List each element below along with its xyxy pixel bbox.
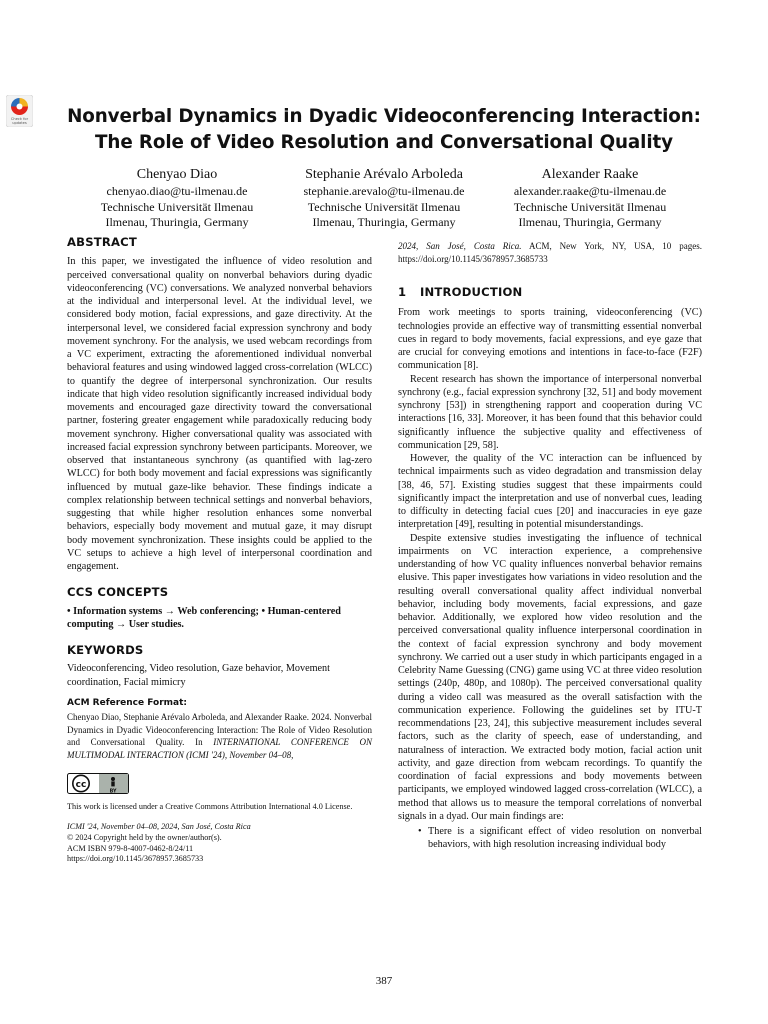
cc-label: cc [75, 780, 87, 791]
abstract-heading: ABSTRACT [67, 235, 137, 249]
copyright-line: © 2024 Copyright held by the owner/author(s). [67, 833, 222, 843]
by-label: BY [109, 789, 117, 795]
title-line: The Role of Video Resolution and Conversational Quality [95, 132, 673, 153]
list-item-text: There is a significant effect of video resolution on nonverbal behaviors, with high resolution increasing individual body [428, 826, 702, 851]
author-location: Ilmenau, Thuringia, Germany [105, 215, 249, 229]
cc-by-license-logo[interactable] [67, 773, 372, 798]
author-affiliation: Technische Universität Ilmenau [513, 199, 667, 214]
check-for-updates-icon [6, 95, 33, 127]
badge-line1: Check for [10, 117, 29, 121]
author-block [0, 166, 768, 230]
bullet-icon: • [418, 826, 422, 838]
conference-line: ICMI '24, November 04–08, 2024, San José, Costa Rica [67, 822, 251, 832]
acm-reference-venue: INTERNATIONAL CONFERENCE ON MULTIMODAL INTERACTION (ICMI '24), November 04–08, [67, 737, 372, 760]
check-for-updates-badge[interactable] [6, 95, 33, 127]
license-text: This work is licensed under a Creative Commons Attribution International 4.0 License. [67, 801, 353, 811]
acm-reference-continuation [398, 240, 702, 265]
findings-list [398, 825, 702, 852]
section-title: INTRODUCTION [420, 285, 523, 300]
acm-reference-heading: ACM Reference Format: [67, 697, 187, 708]
author-email[interactable]: chenyao.diao@tu-ilmenau.de [106, 184, 248, 198]
ccs-concepts [67, 605, 372, 632]
author-name: Alexander Raake [541, 167, 639, 182]
author-card [269, 166, 499, 231]
intro-paragraph: Despite extensive studies investigating the influence of technical impairments on VC interaction experience, a comprehensive understanding of how VC quality influences nonverbal behavior remains elusive. This paper investigates how variations in video resolution and the resulting overall conversational quality affect individual nonverbal behavior, including body movements, facial expressions, and gaze behavior. Additionally, we explored how video resolution and the perceived conversational quality influence interpersonal coordination in the context of facial expression synchrony and body movement synchrony. We carried out a user study in which participants engaged in a Celebrity Name Guessing (CNG) game using VC at three video resolution settings (240p, 480p, and 1080p). The perceived conversational quality during a video call was measured as the overall satisfaction with the communication experience. Following the guidelines set by ITU-T recommendations [23, 24], this subjective measurement includes several factors, such as the clarity of speech, ease of understanding, and naturalness of interaction. We extracted body motion, facial action unit activity, and gaze direction from webcam recordings. To quantify the coordination of facial expressions and body movements between participants, we employed windowed lagged cross-correlation (WLCC), a method that allows us to measure the temporal correlations of nonverbal signals in a dyad. Our main findings are: [398, 532, 702, 822]
introduction-heading [398, 286, 702, 299]
keywords-heading: KEYWORDS [67, 643, 144, 657]
doi-link[interactable]: https://doi.org/10.1145/3678957.3685733 [67, 854, 204, 864]
author-name: Chenyao Diao [136, 167, 218, 182]
list-item [418, 825, 702, 852]
ccs-heading: CCS CONCEPTS [67, 585, 169, 600]
intro-paragraph: However, the quality of the VC interaction can be influenced by technical impairments such as video degradation and transmission delay [38, 46, 57]. Existing studies suggest that these impairments could significantly impact the interpretation and use of nonverbal cues, leading to difficulty in detecting facial cues [20] and inaccuracies in eye gaze interpretation [49], resulting in potential misunderstandings. [398, 453, 702, 531]
acm-reference-rest: ACM, New York, NY, USA, 10 pages. https://doi.org/10.1145/3678957.3685733 [398, 241, 702, 264]
acm-reference-title: Nonverbal Dynamics in Dyadic Videoconferencing Interaction: The Role of Video Resolution and Conversational Quality. In [67, 712, 372, 748]
author-location: Ilmenau, Thuringia, Germany [312, 215, 456, 229]
acm-reference-venue-cont: 2024, San José, Costa Rica. [398, 241, 522, 251]
author-card [475, 166, 705, 231]
author-location: Ilmenau, Thuringia, Germany [518, 215, 662, 229]
author-email[interactable]: stephanie.arevalo@tu-ilmenau.de [303, 184, 465, 198]
author-affiliation: Technische Universität Ilmenau [307, 199, 461, 214]
acm-reference-text [67, 711, 372, 761]
intro-paragraph: From work meetings to sports training, videoconferencing (VC) technologies provide an effective way of transmitting essential nonverbal cues in regard to body movements, facial expressions, and eye gaze that are crucial for conveying emotions and intentions in face-to-face (F2F) communication [8]. [398, 307, 702, 372]
intro-paragraph: Recent research has shown the importance of interpersonal nonverbal synchrony (e.g., facial expression synchrony [32, 51] and body movement synchrony [53]) in strengthening rapport and cooperation during VC interactions [16, 33]. Moreover, it has been found that this behavior could significantly influence the subjective quality and effectiveness of communication [29, 58]. [398, 373, 702, 451]
author-affiliation: Technische Universität Ilmenau [100, 199, 254, 214]
ccs-line: computing → User studies. [67, 618, 184, 630]
left-column [67, 236, 372, 865]
cc-by-icon [67, 773, 129, 794]
keywords-text: Videoconferencing, Video resolution, Gaze behavior, Movement coordination, Facial mimicry [67, 663, 330, 688]
right-column [398, 240, 702, 852]
author-name: Stephanie Arévalo Arboleda [305, 167, 463, 182]
acm-reference-authors: Chenyao Diao, Stephanie Arévalo Arboleda, and Alexander Raake. 2024. [67, 712, 332, 722]
badge-line2: updates [12, 121, 27, 125]
author-card [62, 166, 292, 231]
author-email[interactable]: alexander.raake@tu-ilmenau.de [513, 184, 667, 198]
paper-title [40, 104, 728, 156]
abstract-text: In this paper, we investigated the influence of video resolution and perceived conversational quality on nonverbal behaviors during dyadic videoconferencing (VC) conversations. We analyzed nonverbal behaviors at the individual and interpersonal level. At the individual level, we considered body motion, facial expressions, and gaze directivity. At the interpersonal level, we considered facial expression synchrony and body movement synchrony. For the analysis, we used webcam recordings from a VC experiment, extracting the aforementioned individual nonverbal behavioral features and using windowed lagged cross-correlation (WLCC) to quantify the degree of interpersonal synchronization. Our results indicate that high video resolution significantly increased individual body movements and encouraged gaze directivity toward the conversational partner, fostering greater engagement while paradoxically reducing body movement synchrony. Higher conversational quality was associated with increased facial expression synchrony between participants. Moreover, we observed that instantaneous synchrony (as quantified with lag-zero WLCC) for both body movement and facial expressions was significantly influenced by mutual gaze-like behavior. These findings indicate a complex relationship between technical settings and nonverbal behaviors, suggesting that while higher resolution enhances some nonverbal behaviors, especially body movement and mutual gaze, it may disrupt body movement synchronization. These insights could be applied to the VC setups to achieve a high level of interpersonal coordination and engagement. [67, 256, 372, 572]
footer-info [67, 822, 372, 865]
title-line: Nonverbal Dynamics in Dyadic Videoconferencing Interaction: [67, 106, 701, 127]
page-number: 387 [375, 975, 393, 987]
section-number: 1 [398, 285, 407, 300]
isbn-line: ACM ISBN 979-8-4007-0462-8/24/11 [67, 843, 194, 853]
ccs-line: • Information systems → Web conferencing; • Human-centered [67, 605, 341, 617]
